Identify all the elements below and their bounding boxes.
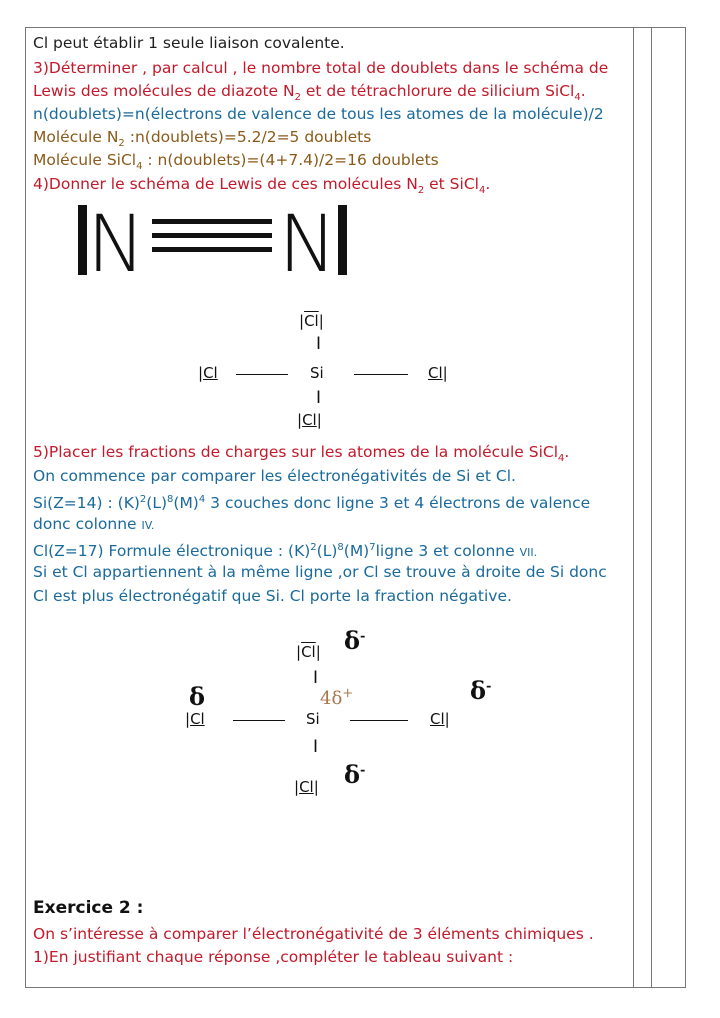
bond-horizontal: [354, 366, 408, 375]
text-line: Molécule $N_2$ :n(doublets)=5.2/2=5 doublets: [33, 128, 372, 150]
text-line: Molécule SiCl$_4$ : n(doublets)=(4+7.4)/2=16 doublets: [33, 151, 439, 173]
delta-minus-left: δ: [189, 682, 206, 711]
silicon-atom: Si: [306, 710, 320, 728]
text-line: 1)En justifiant chaque réponse ,compléter le tableau suivant :: [33, 948, 514, 966]
chlorine-left: |Cl: [185, 710, 205, 728]
exercise-2-title: Exercice 2 :: [33, 898, 144, 918]
nitrogen-atom: N: [87, 200, 147, 290]
chlorine-top: $|\overline{Cl}|$: [299, 312, 324, 330]
lone-pair-bar: [338, 205, 347, 275]
text-line: Si(Z=14) : $(K)^2(L)^8(M)^4$ 3 couches donc ligne 3 et 4 électrons de valence: [33, 494, 591, 513]
nitrogen-atom: N: [278, 200, 338, 290]
chlorine-right: Cl|: [428, 364, 448, 382]
question-4: 4)Donner le schéma de Lewis de ces molécules $N_2$ et SiCl$_4$.: [33, 175, 491, 197]
text-line: On commence par comparer les électronégativités de Si et Cl.: [33, 467, 516, 485]
delta-plus-silicon: 4δ+: [320, 686, 354, 709]
n2-lewis-structure: [78, 200, 347, 290]
text-line: Lewis des molécules de diazote $N_2$ et de tétrachlorure de silicium SiCl$_4$.: [33, 82, 586, 104]
delta-minus-right: δ-: [470, 676, 492, 705]
chlorine-left: |Cl: [198, 364, 218, 382]
chlorine-bottom: |Cl|: [297, 411, 322, 429]
text-line: Cl peut établir 1 seule liaison covalente.: [33, 34, 345, 52]
delta-minus-top: δ-: [344, 626, 366, 655]
bond-vertical: I: [316, 334, 322, 354]
margin-column-line: [633, 27, 634, 988]
bond-horizontal: [233, 712, 285, 721]
chlorine-right: Cl|: [430, 710, 450, 728]
text-line: On s’intéresse à comparer l’électronégativité de 3 éléments chimiques .: [33, 925, 594, 943]
bond-vertical: I: [313, 737, 319, 757]
question-3: 3)Déterminer , par calcul , le nombre total de doublets dans le schéma de: [33, 59, 609, 77]
lone-pair-bar: [78, 205, 87, 275]
silicon-atom: Si: [310, 364, 324, 382]
text-line: Cl est plus électronégatif que Si. Cl porte la fraction négative.: [33, 587, 512, 605]
text-line: Cl(Z=17) Formule électronique : $(K)^2(L)^8(M)^7ligne$ 3 et colonne VII.: [33, 542, 538, 561]
bond-vertical: I: [316, 388, 322, 408]
chlorine-top: $|\overline{Cl}|$: [296, 643, 321, 661]
question-5: 5)Placer les fractions de charges sur les atomes de la molécule SiCl$_4$.: [33, 443, 570, 465]
text-line: n(doublets)=n(électrons de valence de tous les atomes de la molécule)/2: [33, 105, 604, 123]
margin-column-line: [651, 27, 652, 988]
text-line: donc colonne IV.: [33, 515, 155, 533]
chlorine-bottom: |Cl|: [294, 778, 319, 796]
bond-horizontal: [350, 712, 408, 721]
bond-vertical: I: [313, 668, 319, 688]
triple-bond: [152, 211, 272, 261]
text-line: Si et Cl appartiennent à la même ligne ,or Cl se trouve à droite de Si donc: [33, 563, 607, 581]
delta-minus-bottom: δ-: [344, 760, 366, 789]
bond-horizontal: [236, 366, 288, 375]
